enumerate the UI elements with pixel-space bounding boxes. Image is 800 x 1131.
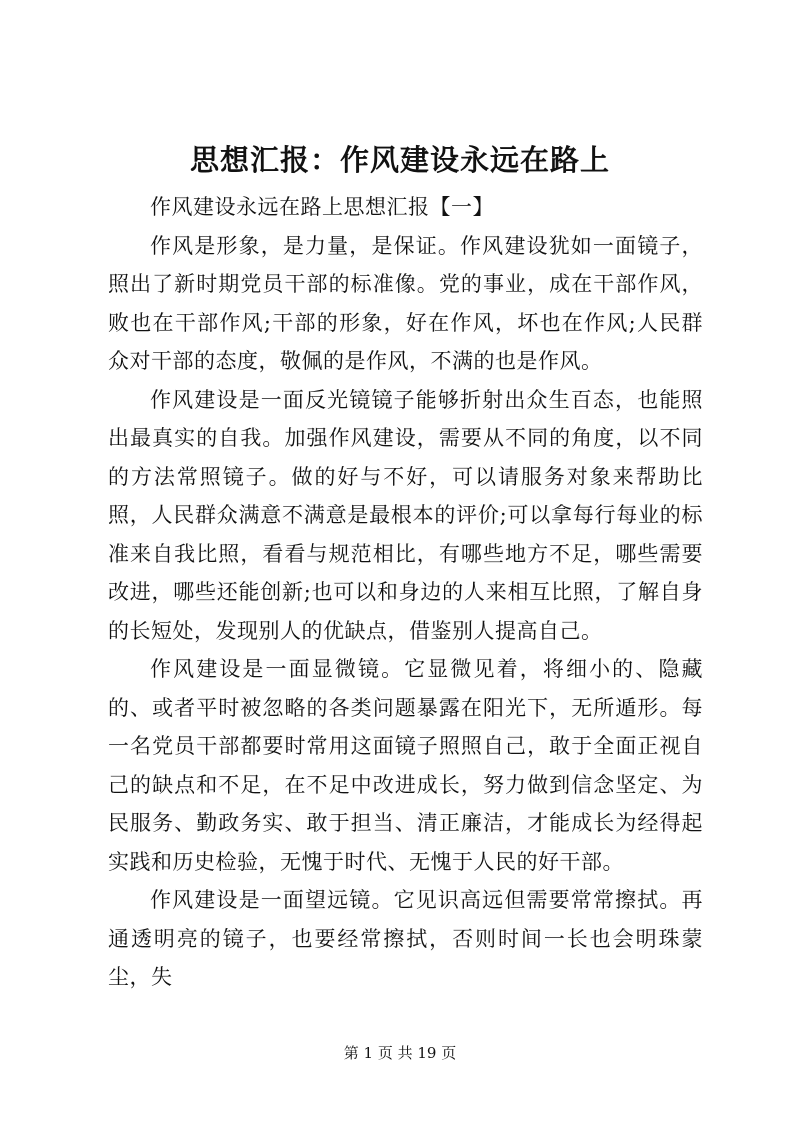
paragraph-1: 作风是形象，是力量，是保证。作风建设犹如一面镜子，照出了新时期党员干部的标准像。党的事业，成在干部作风，败也在干部作风;干部的形象，好在作风，坏也在作风;人民群众对干部的态度，敬佩的是作风，不满的也是作风。: [108, 233, 703, 373]
document-body: [108, 188, 703, 997]
paragraph-2: 作风建设是一面反光镜镜子能够折射出众生百态，也能照出最真实的自我。加强作风建设，需要从不同的角度，以不同的方法常照镜子。做的好与不好，可以请服务对象来帮助比照，人民群众满意不满意是最根本的评价;可以拿每行每业的标准来自我比照，看看与规范相比，有哪些地方不足，哪些需要改进，哪些还能创新;也可以和身边的人来相互比照，了解自身的长短处，发现别人的优缺点，借鉴别人提高自己。: [108, 387, 703, 643]
page-number-footer: 第 1 页 共 19 页: [343, 1044, 457, 1062]
page-title: 思想汇报：作风建设永远在路上: [189, 143, 610, 177]
section-subheading: 作风建设永远在路上思想汇报【一】: [150, 195, 494, 219]
paragraph-3: 作风建设是一面显微镜。它显微见着，将细小的、隐藏的、或者平时被忽略的各类问题暴露在阳光下，无所遁形。每一名党员干部都要时常用这面镜子照照自己，敢于全面正视自己的缺点和不足，在不足中改进成长，努力做到信念坚定、为民服务、勤政务实、敢于担当、清正廉洁，才能成长为经得起实践和历史检验，无愧于时代、无愧于人民的好干部。: [108, 657, 703, 874]
paragraph-4: 作风建设是一面望远镜。它见识高远但需要常常擦拭。再通透明亮的镜子，也要经常擦拭，否则时间一长也会明珠蒙尘，失: [108, 888, 703, 989]
